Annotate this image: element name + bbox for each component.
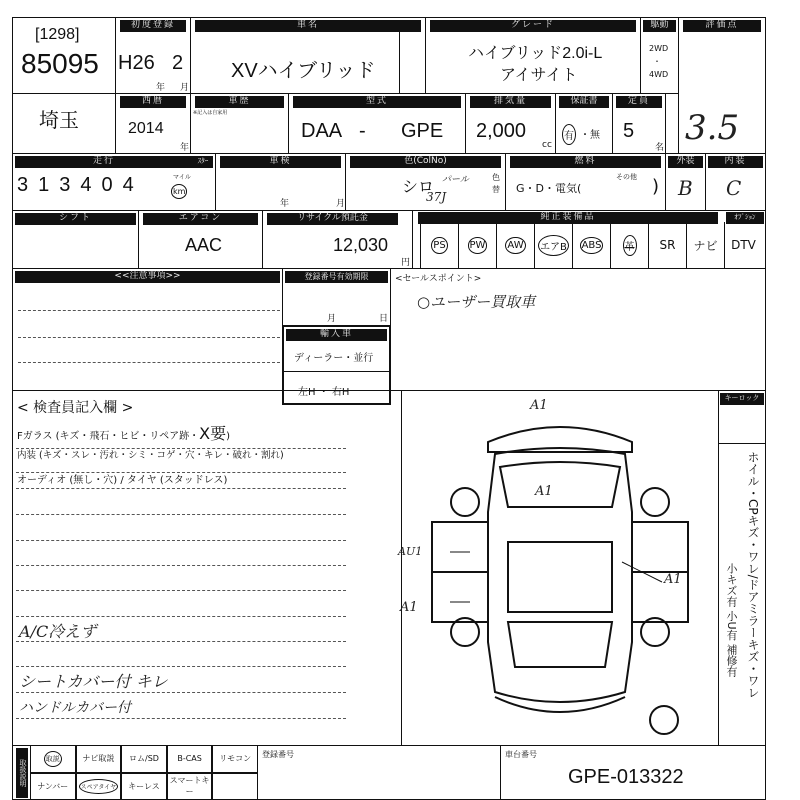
recycle-unit: 円 [401,258,411,268]
inspection-cell [215,153,346,211]
warranty-sep: ・ [580,130,590,141]
warranty-yes-circled: 有 [562,124,576,145]
color-change-label: 色替 [492,173,500,194]
recycle-label: リサイクル預託金 [267,213,398,225]
car-name-cell [190,17,426,94]
warranty-no: 無 [590,130,600,141]
score-value: 3.5 [685,108,740,148]
equipment-label: 純正装備品 [418,212,718,224]
aircon-label: エアコン [143,213,258,225]
notes-label: <<注意事項>> [15,271,280,283]
equip-aw [496,222,534,268]
hood [500,462,620,507]
aircon-cell [138,210,263,269]
sales-point-text: ○ユーザー買取車 [417,293,536,311]
capacity-cell [612,93,666,154]
rear-bumper [495,697,625,712]
capacity-value: 5 [623,120,635,142]
digit: 3 [17,174,29,196]
model-label: 型式 [293,96,461,108]
grade-line2: アイサイト [500,67,578,84]
bottom-items-grid [30,745,258,800]
first-reg-era: H26 [118,52,155,74]
fuel-cell [505,153,666,211]
wheel-fl [451,488,479,516]
fglass-text: Fガラス (キズ・飛石・ヒビ・リペア跡・ [17,431,200,442]
first-reg-label: 初度登録 [120,20,186,32]
lot-code: [1298] [35,26,80,43]
digit: 3 [59,174,71,196]
equip-abs [572,222,610,268]
equip-airbag-circled: エアB [538,235,569,256]
score-cell [678,17,766,154]
capacity-unit: 名 [655,143,665,153]
score-label: 評価点 [683,20,761,32]
import-handle: 左H ・ 右H [298,387,350,398]
spare-tire [650,706,678,734]
mile-unit: マイル [173,174,191,181]
exterior-grade: B [678,176,693,200]
equip-sr [648,222,686,268]
history-note: ※記入は自家用 [193,110,228,116]
reg-expiry-label: 登録番号有効期限 [285,271,388,283]
grade-line1: ハイブリッド2.0i-L [468,45,603,62]
notes-line [18,310,280,311]
equip-pw-circled: PW [468,237,488,254]
inspection-year: 年 [280,199,290,209]
equip-aw-circled: AW [505,237,525,254]
model-cell [288,93,466,154]
bottom-number-plate: ナンバー [30,773,76,800]
keylock-cell [718,390,766,746]
equip-navi [686,222,724,268]
equip-ps [420,222,458,268]
equip-sr-label: SR [659,238,676,252]
bottom-bcas: B-CAS [167,745,213,773]
reg-expiry-month: 月 [327,314,337,324]
drive-2wd: 2WD [649,44,669,53]
bottom-side-label: 取扱説明 [16,748,28,798]
fuel-options: G・D・電気( [516,182,582,195]
history-label: 車歴 [195,96,284,108]
drive-label: 駆動 [643,20,676,32]
divider [284,371,389,372]
grade-cell [425,17,641,94]
equip-pw [458,222,496,268]
interior-cell [705,153,766,211]
year-unit: 年 [156,83,166,93]
notes-line [18,362,280,363]
wheel-fr [641,488,669,516]
month-unit: 月 [180,83,190,93]
handwritten-note-3: ハンドルカバー付 [19,700,131,716]
sales-point-cell [390,268,766,391]
color-label: 色(ColNo) [350,156,501,168]
import-dealer: ディーラー・並行 [294,353,374,364]
fuel-close: ) [652,176,660,197]
dashed-line [16,666,346,667]
drive-4wd: 4WD [649,70,669,79]
dashed-line [16,641,346,642]
equip-leather-circled: 革 [623,235,637,256]
dashed-line [16,514,346,515]
mileage-digits [17,174,134,197]
reg-number-label: 登録番号 [262,750,294,759]
lot-cell [12,17,116,94]
interior-label: 内装 [708,156,763,168]
handwritten-note-1: A/C冷えず [19,622,97,641]
keylock-legend-2: 小キズ有 小U有 補修有 [725,563,738,678]
digit: 0 [101,174,113,196]
manual-circled: 取説 [44,751,62,767]
audio-line: オーディオ (無し・穴) / タイヤ (スタッドレス) [17,475,228,486]
warranty-label: 保証書 [559,96,609,108]
car-damage-diagram [400,392,718,744]
digit: 4 [122,174,134,196]
km-unit-circled: km [171,184,187,199]
damage-mark-left-front-door: AU1 [398,545,423,558]
inspection-label: 車検 [220,156,341,168]
body-outline [488,448,632,702]
grade-label: グレード [430,20,636,32]
rear-window [508,622,612,667]
warranty-cell [555,93,613,154]
damage-mark-right-side: A1 [664,572,682,587]
divider [399,32,400,93]
dashed-line [16,718,346,719]
bottom-spare-tire [76,773,122,800]
chassis-number-label: 車台番号 [505,750,537,759]
history-cell [190,93,289,154]
bottom-remote: リモコン [212,745,258,773]
equip-navi-label: ナビ [693,238,718,253]
lot-number: 85095 [21,48,99,79]
shift-cell [12,210,139,269]
displacement-label: 排気量 [470,96,551,108]
bottom-navi-manual: ナビ取説 [76,745,122,773]
meter-label: ｽﾀｰ [193,156,213,168]
digit: 4 [80,174,92,196]
color-code: 37J [426,190,447,204]
bottom-rom-sd: ロム/SD [121,745,167,773]
keylock-legend: ホイル・CPキズ・ワレ/ドアミラーキズ・ワレ [746,451,760,699]
year-cell [115,93,191,154]
divider [719,443,765,444]
displacement-unit: cc [542,140,552,150]
year-value: 2014 [128,120,164,137]
fglass-mark: X要 [199,424,227,443]
dashed-line [16,692,346,693]
displacement-value: 2,000 [476,120,527,142]
fglass-line [17,421,230,444]
car-name-label: 車名 [195,20,421,32]
dashed-line [16,540,346,541]
digit: 1 [38,174,50,196]
color-cell [345,153,506,211]
chassis-number: GPE-013322 [568,766,684,788]
option-label: ｵﾌﾟｼｮﾝ [726,212,764,224]
location: 埼玉 [39,108,79,132]
recycle-value: 12,030 [333,235,389,255]
year-label: 西暦 [120,96,186,108]
drive-sep: ・ [653,57,661,66]
car-name: XVハイブリッド [231,60,376,82]
dashed-line [16,448,346,449]
recycle-cell [262,210,413,269]
color-pearl: パール [442,175,469,185]
damage-mark-front: A1 [530,398,548,413]
displacement-cell [465,93,556,154]
dashed-line [16,565,346,566]
sales-point-label: <セールスポイント> [395,274,482,284]
bottom-manual [30,745,76,773]
first-reg-cell [115,17,191,94]
notes-line [18,337,280,338]
fuel-other: その他 [616,173,637,181]
equip-leather [610,222,648,268]
damage-mark-hood: A1 [535,484,553,499]
mileage-cell [12,153,216,211]
mileage-label: 走行 [15,156,193,168]
keylock-label: キーロック [720,393,764,405]
interior-line: 内装 (キズ・スレ・汚れ・シミ・コゲ・穴・キレ・破れ・割れ) [17,450,284,461]
fuel-label: 燃料 [510,156,661,168]
interior-grade: C [726,176,742,200]
divider [500,745,501,800]
exterior-cell [665,153,706,211]
dashed-line [16,488,346,489]
spare-circled: スペアタイヤ [79,779,118,794]
year-unit: 年 [180,143,190,153]
reg-expiry-cell [282,268,391,326]
notes-cell [12,268,283,391]
equip-airbag [534,222,572,268]
exterior-label: 外装 [668,156,703,168]
dashed-line [16,616,346,617]
inspection-month: 月 [336,199,346,209]
model-dash: - [359,120,366,142]
bottom-keyless: キーレス [121,773,167,800]
reg-expiry-day: 日 [379,314,389,324]
inspector-title: < 検査員記入欄 > [17,400,134,416]
model-code: GPE [401,120,444,142]
damage-mark-left-rear-door: A1 [400,600,418,615]
shift-label: シフト [15,213,136,225]
capacity-label: 定員 [616,96,662,108]
bottom-empty [212,773,258,800]
bottom-smart-key: スマートキー [167,773,213,800]
import-label: 輸入車 [286,329,387,341]
equip-abs-circled: ABS [580,237,604,254]
equip-ps-circled: PS [431,237,447,254]
dashed-line [16,590,346,591]
equip-dtv [724,222,762,268]
fglass-end: ) [226,431,231,442]
model-prefix: DAA [301,120,343,142]
drive-cell [640,17,679,94]
dashed-line [16,472,346,473]
handwritten-note-2: シートカバー付 キレ [19,672,168,691]
roof [508,542,612,612]
equip-dtv-label: DTV [731,238,756,252]
color-name: シロ [402,177,435,196]
first-reg-month: 2 [172,52,184,74]
aircon-value: AAC [185,235,223,255]
location-cell [12,93,116,154]
